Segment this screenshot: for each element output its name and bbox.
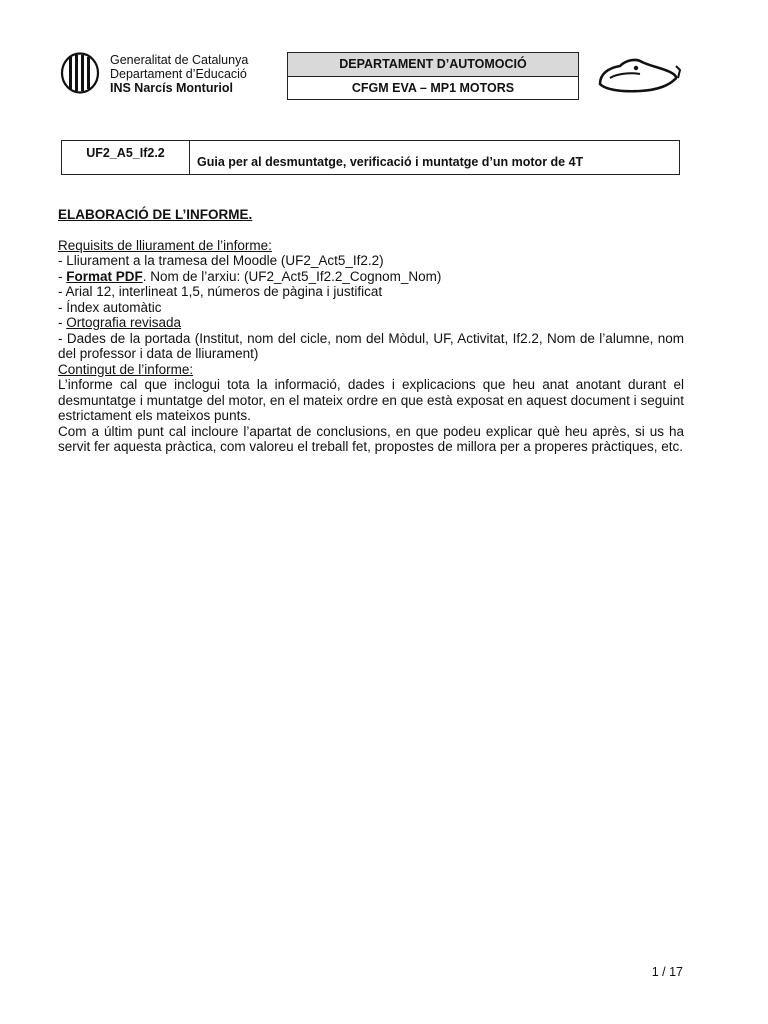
- department-header-table: [287, 52, 579, 100]
- requirement-item: - Format PDF. Nom de l’arxiu: (UF2_Act5_If2.2_Cognom_Nom): [58, 268, 442, 284]
- content-paragraph: Com a últim punt cal incloure l’apartat de conclusions, en que podeu explicar què heu après, si us ha servit fer aquesta pràctica, com valoreu el treball fet, propostes de millora per a properes pràctiques, etc.: [58, 423, 684, 454]
- format-pdf-emphasis: Format PDF: [66, 268, 143, 284]
- organization-block: [110, 53, 248, 95]
- spelling-emphasis: Ortografia revisada: [66, 315, 182, 330]
- department-title: DEPARTAMENT D’AUTOMOCIÓ: [288, 53, 578, 77]
- generalitat-logo-icon: [60, 52, 100, 94]
- course-title: CFGM EVA – MP1 MOTORS: [351, 81, 515, 95]
- requirement-item: - Índex automàtic: [58, 299, 162, 315]
- content-paragraph: L’informe cal que inclogui tota la informació, dades i explicacions que heu anat anotant durant el desmuntatge i muntatge del motor, en el mateix ordre en que està exposat en aquest document i seguint estrictament els mateixos punts.: [58, 377, 684, 423]
- requirement-item: - Lliurament a la tramesa del Moodle (UF2_Act5_If2.2): [58, 253, 384, 268]
- report-instructions: [58, 207, 684, 455]
- school-name: INS Narcís Monturiol: [110, 81, 233, 95]
- page-number: 1 / 17: [651, 965, 683, 979]
- content-label: Contingut de l’informe:: [58, 361, 194, 377]
- activity-table: [61, 140, 680, 175]
- requirement-item: - Arial 12, interlineat 1,5, números de pàgina i justificat: [58, 284, 383, 299]
- requirements-label: Requisits de lliurament de l’informe:: [58, 237, 272, 253]
- section-heading: ELABORACIÓ DE L’INFORME.: [58, 207, 253, 222]
- requirement-item: - Ortografia revisada: [58, 315, 182, 330]
- activity-code: UF2_A5_If2.2: [62, 141, 190, 174]
- requirement-item: - Dades de la portada (Institut, nom del cicle, nom del Mòdul, UF, Activitat, If2.2, Nom de l’alumne, nom del professor i data de lliurament): [58, 330, 684, 361]
- org-name: Generalitat de Catalunya: [110, 53, 249, 67]
- car-logo-icon: [596, 54, 682, 98]
- org-department: Departament d’Educació: [110, 67, 247, 81]
- activity-title: Guia per al desmuntatge, verificació i muntatge d’un motor de 4T: [197, 155, 584, 169]
